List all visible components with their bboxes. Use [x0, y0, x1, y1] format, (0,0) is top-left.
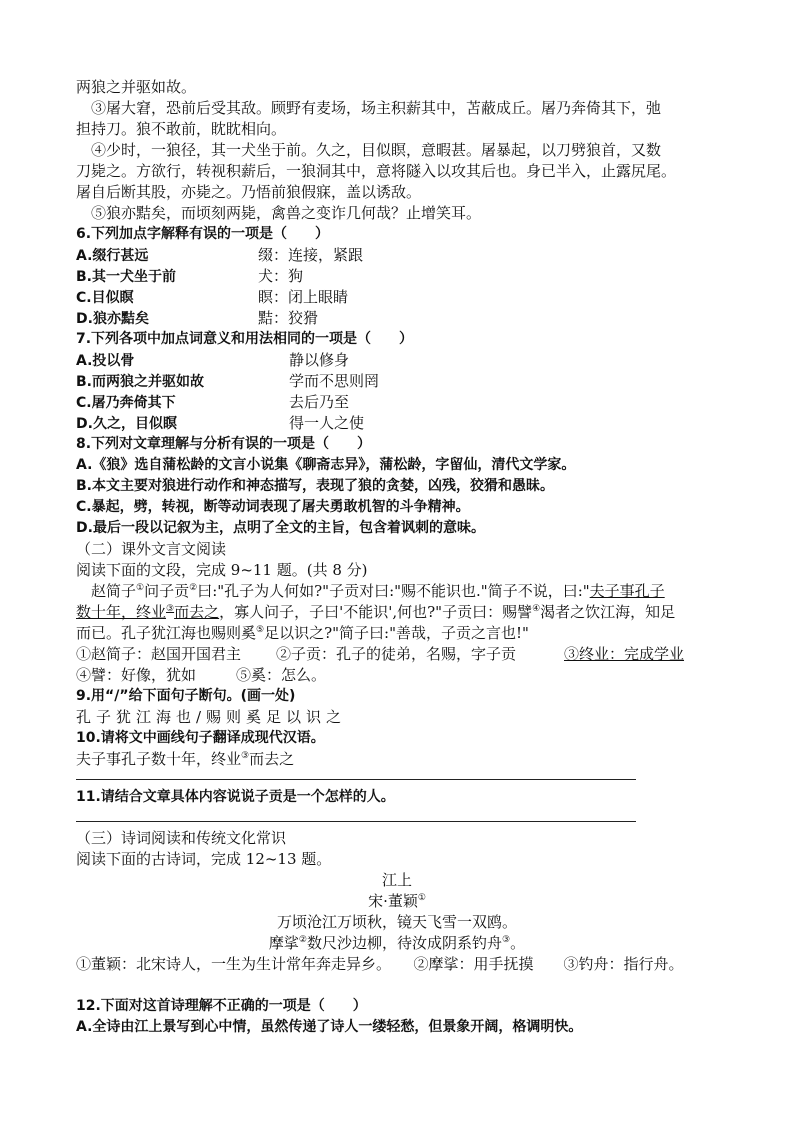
q6-option-a-gloss: 缀：连接，紧跟: [258, 246, 364, 264]
q6-option-c: [76, 287, 134, 309]
passage-line: 两狼之并驱如故。: [76, 78, 197, 96]
q8-option-c: C.暴起，劈，转视，断等动词表现了屠夫勇敢机智的斗争精神。: [76, 499, 470, 515]
sentence-text: 而去之: [249, 750, 295, 768]
footnote-5: ⑤奚：怎么。: [236, 666, 327, 684]
q8-option-d: D.最后一段以记叙为主，点明了全文的主旨，包含着讽刺的意味。: [76, 520, 485, 536]
option-text: D.狼亦黠矣: [76, 311, 149, 327]
q6-option-d-gloss: 黠：狡猾: [258, 309, 319, 327]
footnote-1: ①赵简子：赵国开国君主: [76, 645, 242, 663]
option-text: B.而两狼之并驱如故: [76, 374, 204, 390]
footnote-marker: ④: [532, 604, 541, 614]
q6-option-c-gloss: 瞑：闭上眼睛: [258, 288, 349, 306]
q7-option-b-compare: 学而不思则罔: [289, 372, 380, 390]
question-7-stem: 7.下列各项中加点词意义和用法相同的一项是（ ）: [76, 331, 414, 347]
footnote-marker: ①: [417, 893, 426, 903]
passage-line: 担持刀。狼不敢前，眈眈相向。: [76, 120, 287, 138]
option-text: A.缀行甚远: [76, 248, 149, 264]
option-text: C.目似瞑: [76, 290, 134, 306]
option-text: C.屠乃奔倚其下: [76, 395, 176, 411]
poem-text: 。: [510, 934, 526, 952]
q6-option-b: [76, 266, 176, 288]
option-text: D.久之，目似瞑: [76, 416, 177, 432]
poem-author: [0, 891, 794, 912]
passage-text: 渴者之饮江海，知足: [540, 603, 676, 621]
sentence-text: 夫子事孔子数十年，终业: [76, 750, 242, 768]
footnote-marker: ③: [502, 935, 511, 945]
q8-option-a: A.《狼》选自蒲松龄的文言小说集《聊斋志异》，蒲松龄，字留仙，清代文学家。: [76, 457, 576, 473]
section-2-intro: 阅读下面的文段，完成 9~11 题。(共 8 分): [76, 561, 368, 579]
footnote-3: ③终业：完成学业: [564, 645, 685, 663]
q6-option-a: [76, 245, 148, 267]
passage-text: 问子贡: [144, 582, 190, 600]
q6-option-d: [76, 308, 149, 330]
poem-line-1: 万顷沧江万顷秋，镜天飞雪一双鸥。: [276, 913, 517, 931]
classical-passage-line-1: [91, 581, 665, 602]
q7-option-a: [76, 350, 134, 372]
answer-line[interactable]: [76, 821, 636, 822]
passage-line: 刀毙之。方欲行，转视积薪后，一狼洞其中，意将隧入以攻其后也。身已半入，止露尻尾。: [76, 162, 677, 180]
passage-line: ④少时，一狼径，其一犬坐于前。久之，目似瞑，意暇甚。屠暴起，以刀劈狼首，又数: [91, 141, 662, 159]
question-11-stem: 11.请结合文章具体内容说说子贡是一个怎样的人。: [76, 789, 395, 805]
option-text: B.其一犬坐于前: [76, 269, 176, 285]
q12-option-a: A.全诗由江上景写到心中情，虽然传递了诗人一缕轻愁，但景象开阔，格调明快。: [76, 1019, 583, 1035]
poem-line-2: [0, 933, 794, 954]
passage-line: ⑤狼亦黠矣，而顷刻两毙，禽兽之变诈几何哉？止增笑耳。: [91, 204, 482, 222]
classical-passage-line-2: [76, 602, 675, 623]
passage-text: 足以识之?"简子曰:"善哉，子贡之言也!": [264, 624, 529, 642]
poem-title: 江上: [381, 871, 412, 889]
question-9-stem: 9.用“/”给下面句子断句。(画一处): [76, 688, 296, 704]
author-text: 宋·董颖: [368, 892, 418, 910]
footnote-marker: ⑤: [256, 625, 265, 635]
q7-option-d: [76, 413, 177, 435]
q7-option-c: [76, 392, 176, 414]
passage-text: 赵简子: [91, 582, 137, 600]
q7-option-a-compare: 静以修身: [289, 351, 350, 369]
q10-sentence: [76, 749, 294, 770]
poem-notes: ①董颖：北宋诗人，一生为生计常年奔走异乡。 ②摩挲：用手抚摸 ③钓舟：指行舟。: [76, 955, 684, 973]
q7-option-b: [76, 371, 204, 393]
q8-option-b: B.本文主要对狼进行动作和神态描写，表现了狼的贪婪，凶残，狡猾和愚昧。: [76, 478, 554, 494]
question-10-stem: 10.请将文中画线句子翻译成现代汉语。: [76, 730, 325, 746]
underlined-sentence: 数十年，终业: [76, 603, 167, 621]
passage-text: 而已。孔子犹江海也赐则奚: [76, 624, 257, 642]
footnote-4: ④譬：好像，犹如: [76, 666, 197, 684]
passage-text: ，寡人问子，子曰'不能识',何也?"子贡曰：赐譬: [219, 603, 533, 621]
footnote-2: ②子贡：孔子的徒弟，名赐，字子贡: [276, 645, 517, 663]
footnote-marker: ②: [298, 935, 307, 945]
section-3-title: （三）诗词阅读和传统文化常识: [76, 829, 287, 847]
classical-passage-line-3: [76, 623, 529, 644]
q6-option-b-gloss: 犬：狗: [258, 267, 304, 285]
answer-line[interactable]: [76, 779, 636, 780]
option-text: A.投以骨: [76, 353, 135, 369]
q7-option-d-compare: 得一人之使: [289, 414, 365, 432]
footnote-marker: ③: [166, 604, 175, 614]
footnote-marker: ①: [136, 583, 145, 593]
section-3-intro: 阅读下面的古诗词，完成 12~13 题。: [76, 850, 332, 868]
passage-line: ③屠大窘，恐前后受其敌。顾野有麦场，场主积薪其中，苫蔽成丘。屠乃奔倚其下，弛: [91, 99, 662, 117]
passage-text: 曰:"孔子为人何如?"子贡对曰:"赐不能识也."简子不说，曰:": [197, 582, 590, 600]
passage-line: 屠自后断其股，亦毙之。乃悟前狼假寐，盖以诱敌。: [76, 183, 422, 201]
question-12-stem: 12.下面对这首诗理解不正确的一项是（ ）: [76, 998, 367, 1014]
footnote-marker: ②: [189, 583, 198, 593]
poem-text: 摩挲: [268, 934, 299, 952]
poem-text: 数尺沙边柳，待汝成阴系钓舟: [306, 934, 502, 952]
question-6-stem: 6.下列加点字解释有误的一项是（ ）: [76, 226, 330, 242]
underlined-sentence: 而去之: [174, 603, 220, 621]
q7-option-c-compare: 去后乃至: [289, 393, 350, 411]
question-8-stem: 8.下列对文章理解与分析有误的一项是（ ）: [76, 436, 372, 452]
footnote-marker: ③: [241, 751, 250, 761]
section-2-title: （二）课外文言文阅读: [76, 540, 227, 558]
underlined-sentence: 夫子事孔子: [589, 582, 665, 600]
q9-sentence: 孔子犹江海也/赐则奚足以识之: [76, 708, 347, 726]
